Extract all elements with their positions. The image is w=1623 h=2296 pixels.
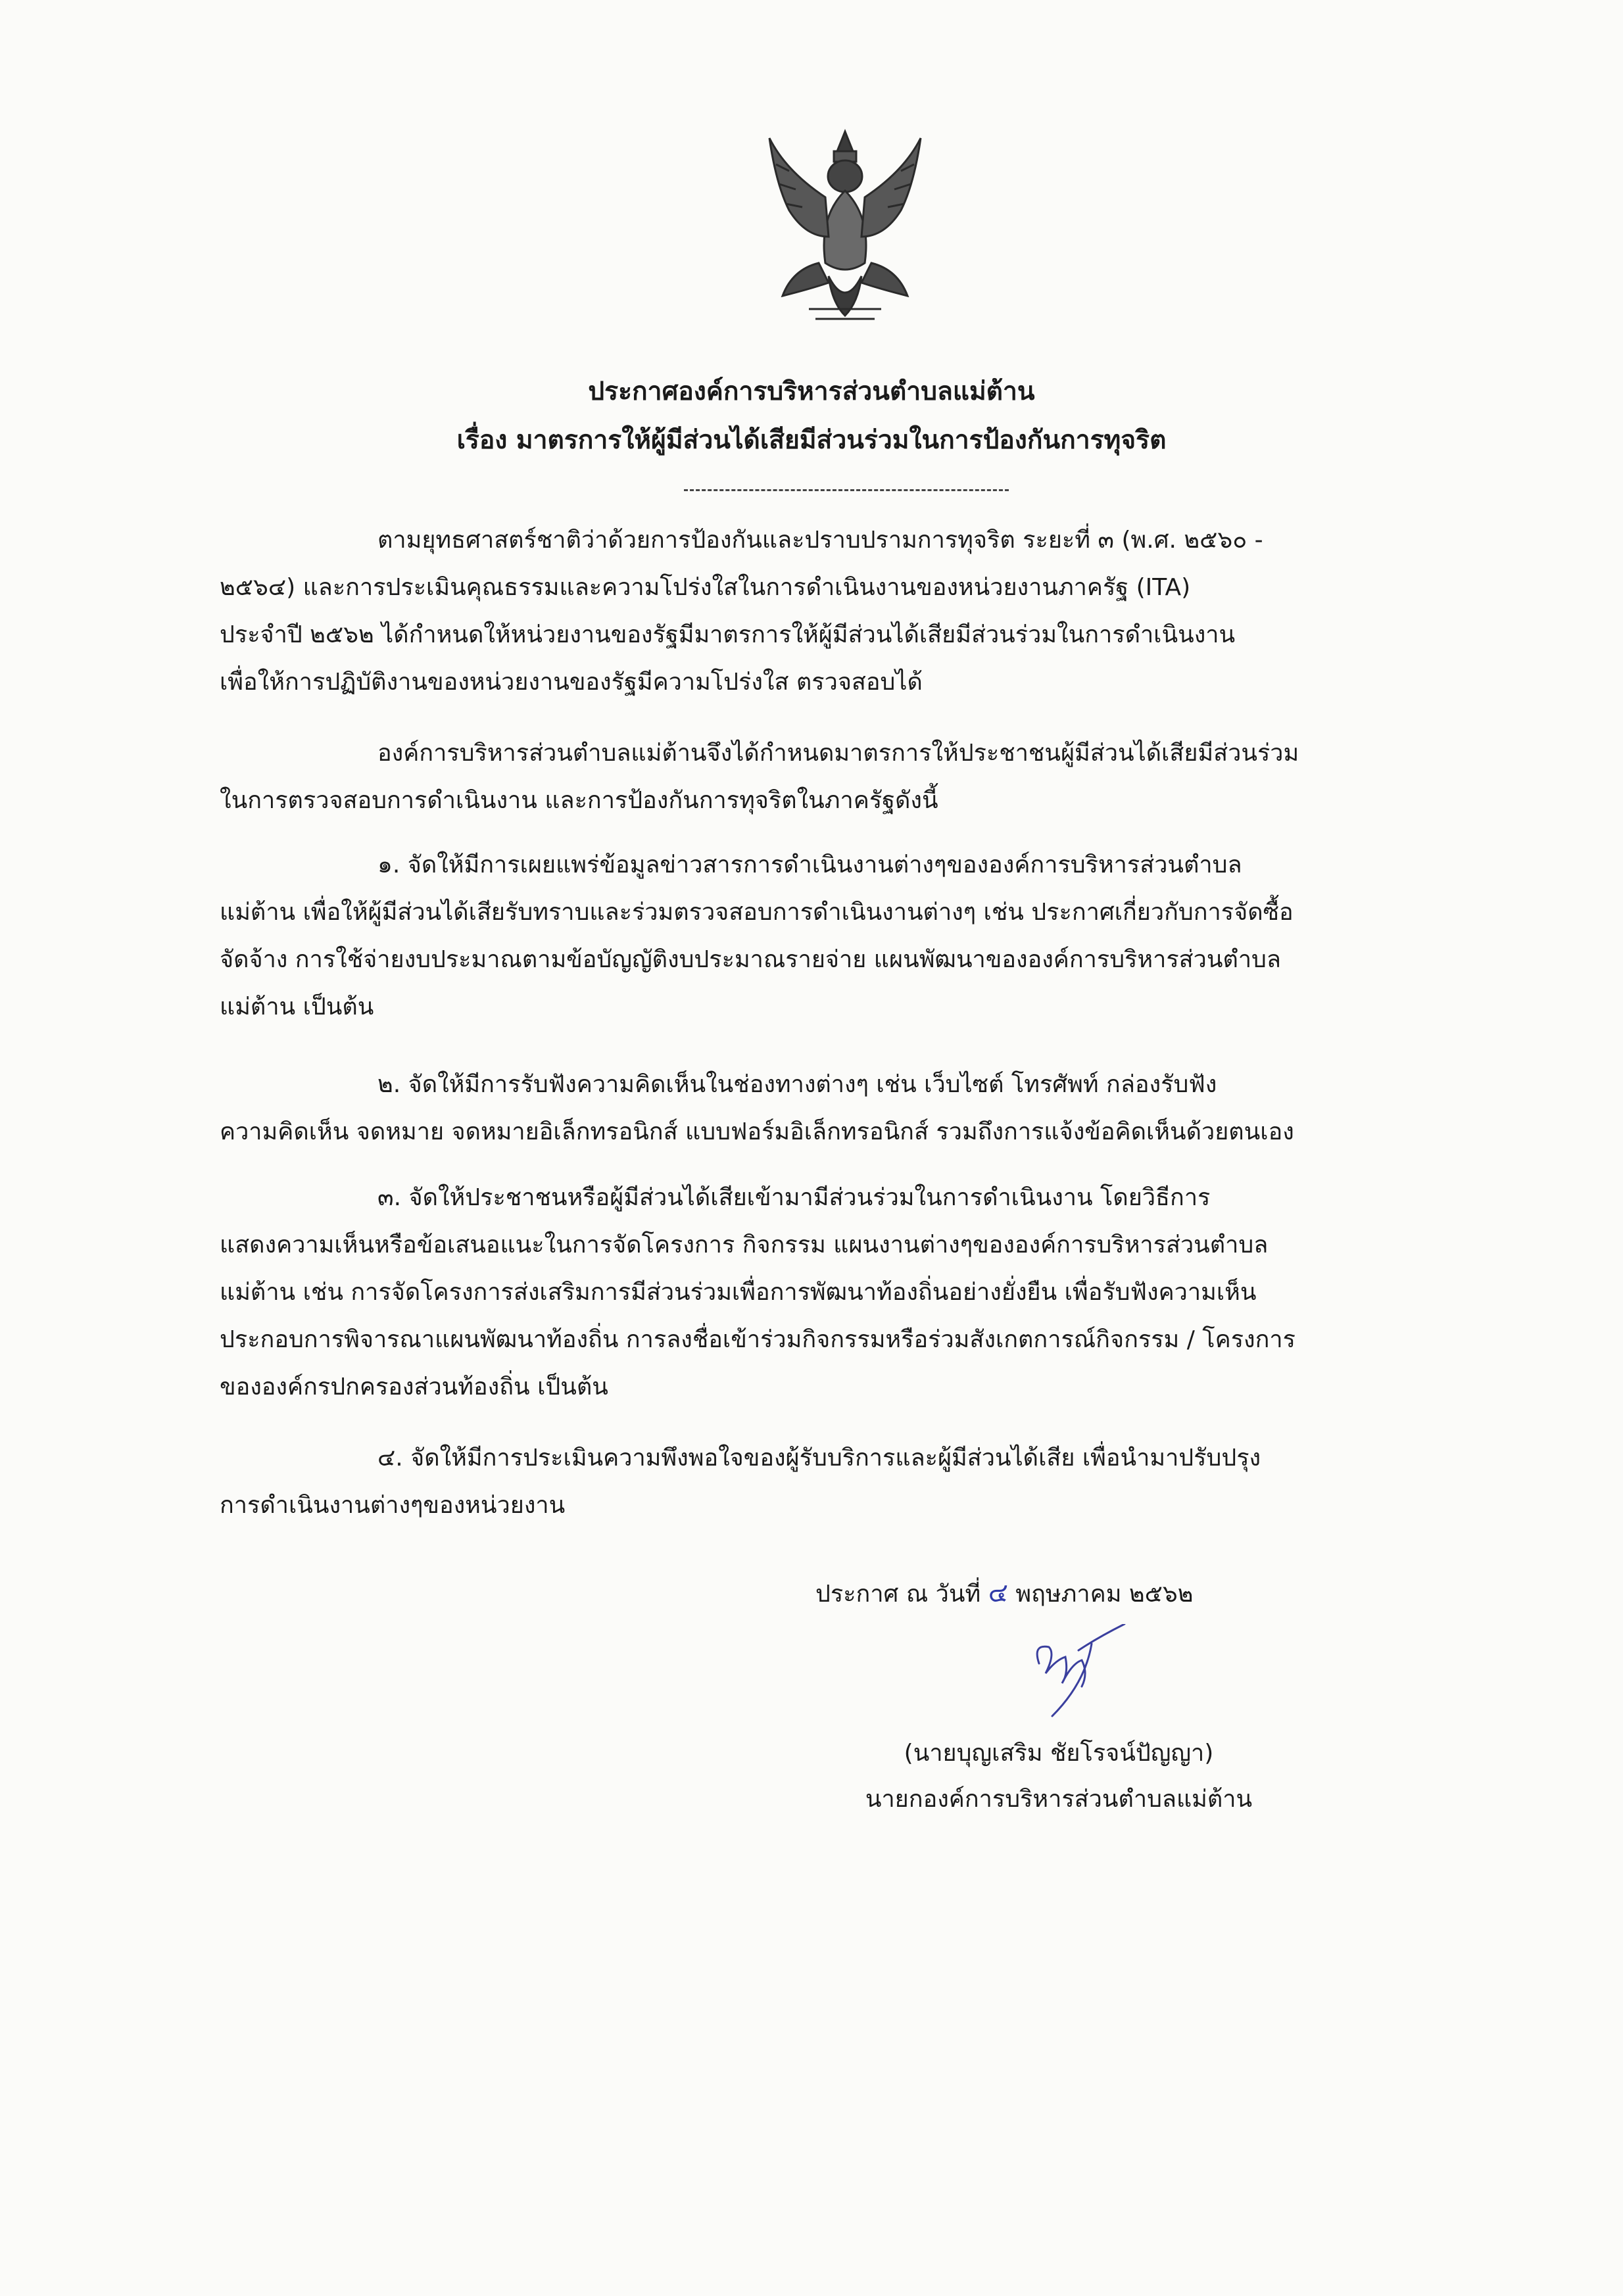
measure-4 xyxy=(220,1435,1469,1529)
paragraph-line: ๔. จัดให้มีการประเมินความพึงพอใจของผู้รับบริการและผู้มีส่วนได้เสีย เพื่อนำมาปรับปรุง xyxy=(377,1445,1261,1471)
measure-2 xyxy=(220,1061,1469,1156)
signer-name: (นายบุญเสริม ชัยโรจน์ปัญญา) xyxy=(904,1740,1214,1767)
paragraph-intro xyxy=(220,730,1469,825)
paragraph-line: ในการตรวจสอบการดำเนินงาน และการป้องกันการทุจริตในภาครัฐดังนี้ xyxy=(220,787,938,814)
paragraph-line: เพื่อให้การปฏิบัติงานของหน่วยงานของรัฐมีความโปร่งใส ตรวจสอบได้ xyxy=(220,669,923,696)
date-prefix: ประกาศ ณ วันที่ xyxy=(815,1581,981,1608)
paragraph-line: การดำเนินงานต่างๆของหน่วยงาน xyxy=(220,1492,566,1519)
paragraph-line: ขององค์กรปกครองส่วนท้องถิ่น เป็นต้น xyxy=(220,1374,608,1400)
date-day: ๔ xyxy=(988,1578,1008,1608)
announcement-date xyxy=(815,1571,1193,1614)
announcement-subject: เรื่อง มาตรการให้ผู้มีส่วนได้เสียมีส่วนร่วมในการป้องกันการทุจริต xyxy=(456,425,1167,455)
paragraph-line: ๓. จัดให้ประชาชนหรือผู้มีส่วนได้เสียเข้ามามีส่วนร่วมในการดำเนินงาน โดยวิธีการ xyxy=(377,1184,1211,1211)
paragraph-background xyxy=(220,517,1469,706)
paragraph-line: องค์การบริหารส่วนตำบลแม่ต้านจึงได้กำหนดมาตรการให้ประชาชนผู้มีส่วนได้เสียมีส่วนร่วม xyxy=(377,740,1299,767)
paragraph-line: แม่ต้าน เพื่อให้ผู้มีส่วนได้เสียรับทราบและร่วมตรวจสอบการดำเนินงานต่างๆ เช่น ประกาศเกี่ยวกับการจัดซื้อ xyxy=(220,899,1294,926)
paragraph-line: ประกอบการพิจารณาแผนพัฒนาท้องถิ่น การลงชื่อเข้าร่วมกิจกรรมหรือร่วมสังเกตการณ์กิจกรรม / โครงการ xyxy=(220,1326,1296,1353)
paragraph-line: แม่ต้าน เป็นต้น xyxy=(220,993,374,1020)
paragraph-line: ๒๕๖๔) และการประเมินคุณธรรมและความโปร่งใสในการดำเนินงานของหน่วยงานภาครัฐ (ITA) xyxy=(220,574,1191,601)
paragraph-line: ๒. จัดให้มีการรับฟังความคิดเห็นในช่องทางต่างๆ เช่น เว็บไซต์ โทรศัพท์ กล่องรับฟัง xyxy=(377,1071,1217,1098)
paragraph-line: ตามยุทธศาสตร์ชาติว่าด้วยการป้องกันและปราบปรามการทุจริต ระยะที่ ๓ (พ.ศ. ๒๕๖๐ - xyxy=(377,527,1263,554)
announcement-title: ประกาศองค์การบริหารส่วนตำบลแม่ต้าน xyxy=(588,377,1035,406)
paragraph-line: ประจำปี ๒๕๖๒ ได้กำหนดให้หน่วยงานของรัฐมีมาตรการให้ผู้มีส่วนได้เสียมีส่วนร่วมในการดำเนินงาน xyxy=(220,621,1236,648)
paragraph-line: แสดงความเห็นหรือข้อเสนอแนะในการจัดโครงการ กิจกรรม แผนงานต่างๆขององค์การบริหารส่วนตำบล xyxy=(220,1232,1269,1258)
paragraph-line: จัดจ้าง การใช้จ่ายงบประมาณตามข้อบัญญัติงบประมาณรายจ่าย แผนพัฒนาขององค์การบริหารส่วนตำบล xyxy=(220,946,1281,973)
signer-block xyxy=(848,1731,1269,1823)
title-divider xyxy=(684,489,1009,491)
paragraph-line: ความคิดเห็น จดหมาย จดหมายอิเล็กทรอนิกส์ แบบฟอร์มอิเล็กทรอนิกส์ รวมถึงการแจ้งข้อคิดเห็นด้วยตนเอง xyxy=(220,1118,1294,1145)
signer-position: นายกองค์การบริหารส่วนตำบลแม่ต้าน xyxy=(865,1786,1253,1813)
paragraph-line: แม่ต้าน เช่น การจัดโครงการส่งเสริมการมีส่วนร่วมเพื่อการพัฒนาท้องถิ่นอย่างยั่งยืน เพื่อรับฟังความเห็น xyxy=(220,1279,1257,1306)
measure-3 xyxy=(220,1174,1469,1411)
garuda-emblem-icon xyxy=(763,125,927,329)
handwritten-signature xyxy=(1026,1624,1131,1723)
measure-1 xyxy=(220,842,1469,1031)
paragraph-line: ๑. จัดให้มีการเผยแพร่ข้อมูลข่าวสารการดำเนินงานต่างๆขององค์การบริหารส่วนตำบล xyxy=(377,851,1242,878)
date-month-year: พฤษภาคม ๒๕๖๒ xyxy=(1015,1581,1194,1608)
